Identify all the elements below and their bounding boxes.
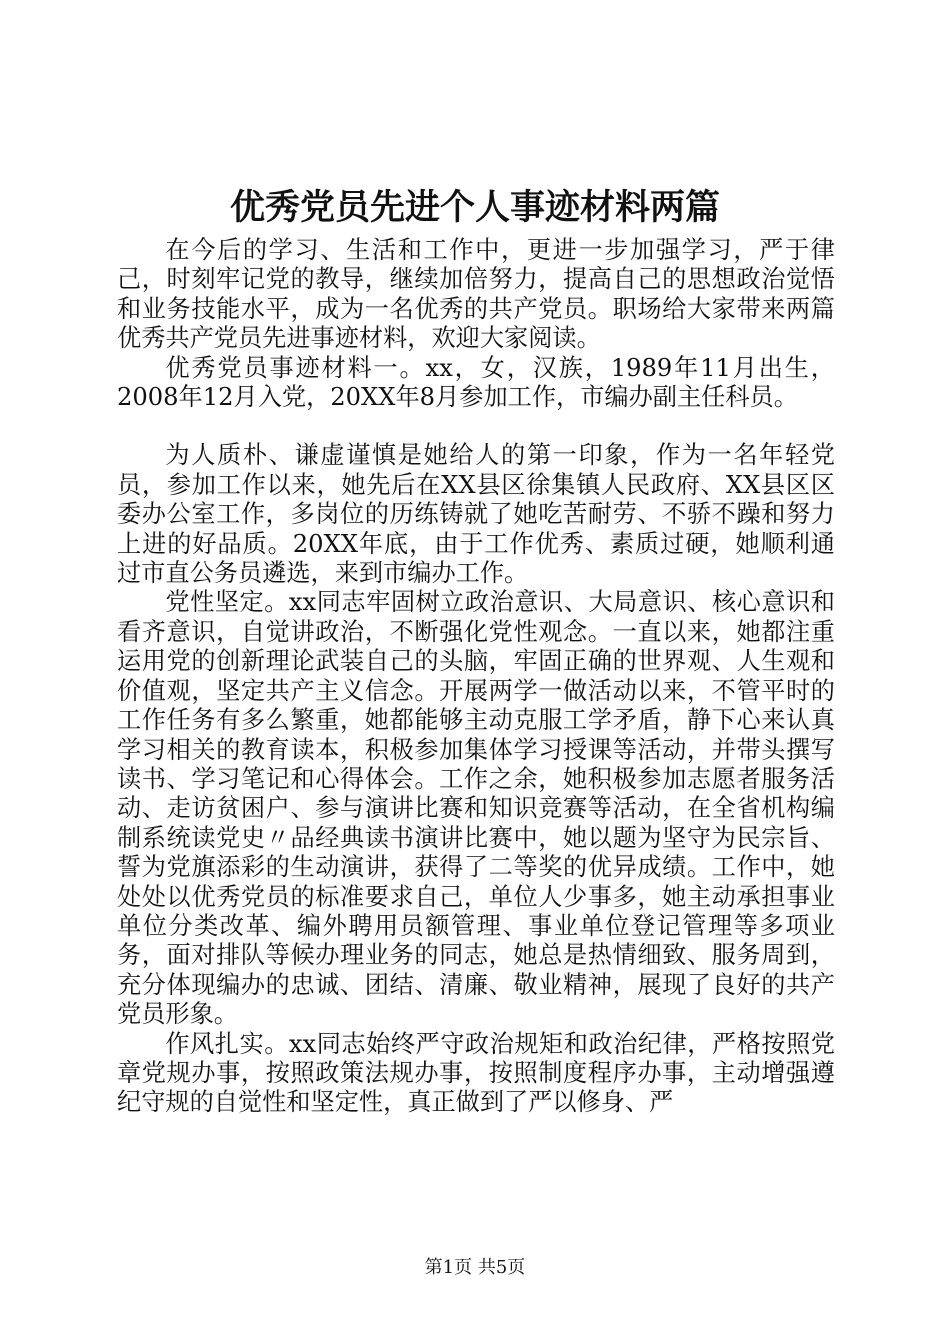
- paragraph-profile: 优秀党员事迹材料一。xx，女，汉族，1989年11月出生，2008年12月入党，20XX年8月参加工作，市编办副主任科员。: [117, 353, 835, 412]
- page-footer: 第1页 共5页: [424, 1257, 526, 1278]
- paragraph-party-spirit: 党性坚定。xx同志牢固树立政治意识、大局意识、核心意识和看齐意识，自觉讲政治，不断强化党性观念。一直以来，她都注重运用党的创新理论武装自己的头脑，牢固正确的世界观、人生观和价值观，坚定共产主义信念。开展两学一做活动以来，不管平时的工作任务有多么繁重，她都能够主动克服工学矛盾，静下心来认真学习相关的教育读本，积极参加集体学习授课等活动，并带头撰写读书、学习笔记和心得体会。工作之余，她积极参加志愿者服务活动、走访贫困户、参与演讲比赛和知识竞赛等活动，在全省机构编制系统读党史〃品经典读书演讲比赛中，她以题为坚守为民宗旨、誓为党旗添彩的生动演讲，获得了二等奖的优异成绩。工作中，她处处以优秀党员的标准要求自己，单位人少事多，她主动承担事业单位分类改革、编外聘用员额管理、事业单位登记管理等多项业务，面对排队等候办理业务的同志，她总是热情细致、服务周到，充分体现编办的忠诚、团结、清廉、敬业精神，展现了良好的共产党员形象。: [117, 588, 835, 1029]
- paragraph-work-style: 作风扎实。xx同志始终严守政治规矩和政治纪律，严格按照党章党规办事，按照政策法规办事，按照制度程序办事，主动增强遵纪守规的自觉性和坚定性，真正做到了严以修身、严: [117, 1029, 835, 1117]
- paragraph-intro: 在今后的学习、生活和工作中，更进一步加强学习，严于律己，时刻牢记党的教导，继续加倍努力，提高自己的思想政治觉悟和业务技能水平，成为一名优秀的共产党员。职场给大家带来两篇优秀共产党员先进事迹材料，欢迎大家阅读。: [117, 236, 835, 353]
- document-title: 优秀党员先进个人事迹材料两篇: [229, 187, 720, 228]
- document-body: [117, 236, 835, 1118]
- paragraph-impression: 为人质朴、谦虚谨慎是她给人的第一印象，作为一名年轻党员，参加工作以来，她先后在XX县区徐集镇人民政府、XX县区区委办公室工作，多岗位的历练铸就了她吃苦耐劳、不骄不躁和努力上进的好品质。20XX年底，由于工作优秀、素质过硬，她顺利通过市直公务员遴选，来到市编办工作。: [117, 441, 835, 588]
